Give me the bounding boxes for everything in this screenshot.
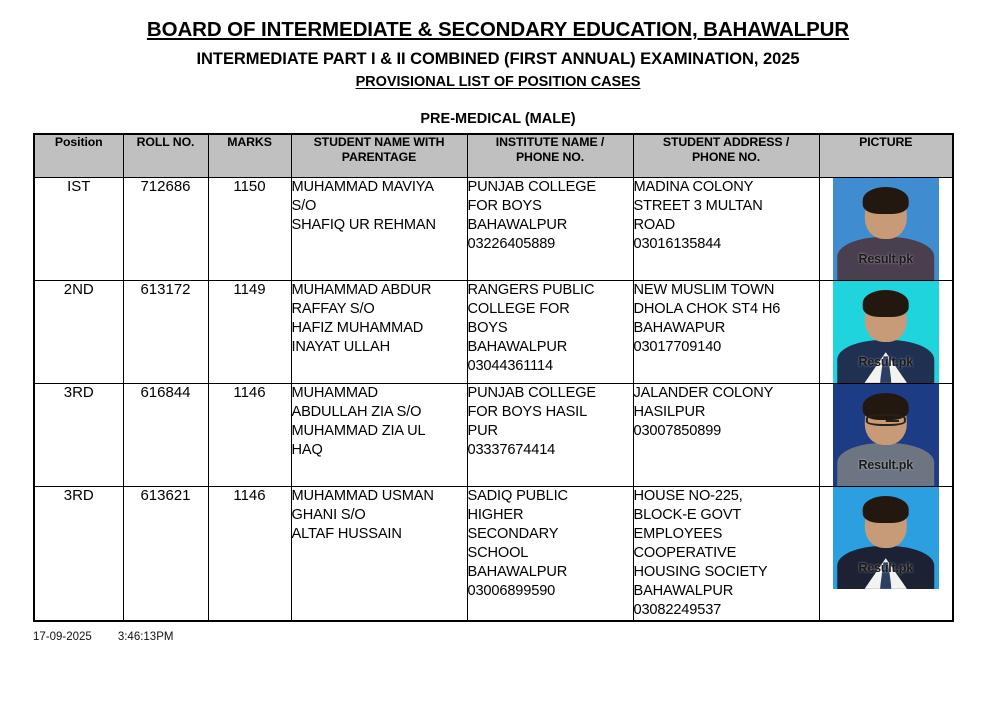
cell-line: 03044361114 — [467, 357, 553, 374]
column-header-institute-line2: PHONE NO. — [515, 150, 585, 165]
column-header-student-name-line2: PARENTAGE — [341, 150, 417, 165]
cell-line: BAHAWALPUR — [467, 563, 568, 580]
cell-line: MUHAMMAD USMAN — [291, 487, 434, 504]
cell-line: BOYS — [467, 319, 508, 336]
photo-watermark: Result.pk — [858, 354, 913, 369]
group-title: PRE-MEDICAL (MALE) — [420, 110, 576, 127]
column-header-picture: PICTURE — [819, 134, 953, 178]
cell-line: MADINA COLONY — [633, 178, 754, 195]
cell-line: SCHOOL — [467, 544, 529, 561]
cell-line: COLLEGE FOR — [467, 300, 570, 317]
cell-picture — [819, 383, 953, 486]
cell-line: ABDULLAH ZIA S/O — [291, 403, 422, 420]
cell-line: MUHAMMAD ZIA UL — [291, 422, 426, 439]
cell-line: 03007850899 — [633, 422, 722, 439]
photo-hair — [862, 187, 909, 214]
cell-line: RANGERS PUBLIC — [467, 281, 595, 298]
cell-line: 03006899590 — [467, 582, 556, 599]
cell-marks: 1146 — [208, 486, 291, 620]
cell-line: PUNJAB COLLEGE — [467, 384, 596, 401]
cell-line: HASILPUR — [633, 403, 706, 420]
cell-line: PUR — [467, 422, 498, 439]
cell-line: 03016135844 — [633, 235, 722, 252]
column-header-institute — [467, 134, 633, 178]
document-header — [0, 0, 996, 92]
cell-line: GHANI S/O — [291, 506, 366, 523]
cell-picture — [819, 486, 953, 620]
column-header-student-name — [291, 134, 467, 178]
cell-line: HAFIZ MUHAMMAD — [291, 319, 424, 336]
photo-watermark: Result.pk — [858, 560, 913, 575]
student-photo — [833, 384, 939, 486]
cell-roll-no: 613172 — [123, 280, 208, 383]
cell-line: BAHAWALPUR — [467, 216, 568, 233]
cell-institute — [467, 383, 633, 486]
cell-line: FOR BOYS HASIL — [467, 403, 588, 420]
cell-institute — [467, 486, 633, 620]
cell-roll-no: 613621 — [123, 486, 208, 620]
table-row — [34, 486, 953, 620]
cell-address — [633, 280, 819, 383]
cell-position: 3RD — [34, 383, 123, 486]
cell-line: 03082249537 — [633, 601, 722, 618]
cell-line: BAHAWAPUR — [633, 319, 726, 336]
page-title: BOARD OF INTERMEDIATE & SECONDARY EDUCATION, BAHAWALPUR — [146, 18, 850, 41]
cell-student-name — [291, 177, 467, 280]
cell-institute — [467, 177, 633, 280]
column-header-address — [633, 134, 819, 178]
column-header-marks: MARKS — [208, 134, 291, 178]
cell-line: BAHAWALPUR — [633, 582, 734, 599]
cell-line: 03337674414 — [467, 441, 556, 458]
cell-line: DHOLA CHOK ST4 H6 — [633, 300, 781, 317]
cell-position: IST — [34, 177, 123, 280]
cell-line: JALANDER COLONY — [633, 384, 774, 401]
cell-student-name — [291, 383, 467, 486]
cell-line: ALTAF HUSSAIN — [291, 525, 402, 542]
cell-student-name — [291, 486, 467, 620]
results-table-container — [33, 133, 952, 622]
photo-hair — [862, 496, 909, 523]
exam-subtitle: INTERMEDIATE PART I & II COMBINED (FIRST ANNUAL) EXAMINATION, 2025 — [196, 49, 800, 68]
cell-position: 2ND — [34, 280, 123, 383]
cell-picture — [819, 280, 953, 383]
photo-watermark: Result.pk — [858, 251, 913, 266]
photo-hair — [862, 290, 909, 317]
column-header-institute-line1: INSTITUTE NAME / — [495, 134, 605, 149]
footer-time: 3:46:13PM — [117, 630, 174, 643]
cell-institute — [467, 280, 633, 383]
document-footer — [33, 631, 996, 643]
photo-watermark: Result.pk — [858, 457, 913, 472]
cell-line: HIGHER — [467, 506, 524, 523]
cell-line: NEW MUSLIM TOWN — [633, 281, 775, 298]
cell-line: HOUSE NO-225, — [633, 487, 743, 504]
cell-line: ROAD — [633, 216, 676, 233]
cell-marks: 1150 — [208, 177, 291, 280]
cell-line: S/O — [291, 197, 317, 214]
glasses-icon — [866, 414, 906, 425]
column-header-roll-no: ROLL NO. — [123, 134, 208, 178]
cell-roll-no: 616844 — [123, 383, 208, 486]
table-header — [34, 134, 953, 178]
cell-line: SECONDARY — [467, 525, 559, 542]
column-header-student-name-line1: STUDENT NAME WITH — [313, 134, 445, 149]
column-header-address-line1: STUDENT ADDRESS / — [662, 134, 790, 149]
cell-address — [633, 383, 819, 486]
position-cases-table — [33, 133, 954, 622]
table-body — [34, 177, 953, 620]
cell-line: INAYAT ULLAH — [291, 338, 390, 355]
cell-address — [633, 177, 819, 280]
cell-line: HOUSING SOCIETY — [633, 563, 768, 580]
list-subtitle: PROVISIONAL LIST OF POSITION CASES — [355, 73, 641, 90]
cell-line: STREET 3 MULTAN — [633, 197, 763, 214]
cell-line: BLOCK-E GOVT — [633, 506, 742, 523]
cell-picture — [819, 177, 953, 280]
student-photo — [833, 281, 939, 383]
cell-line: PUNJAB COLLEGE — [467, 178, 596, 195]
column-header-address-line2: PHONE NO. — [691, 150, 761, 165]
cell-line: MUHAMMAD ABDUR — [291, 281, 432, 298]
table-row — [34, 383, 953, 486]
cell-student-name — [291, 280, 467, 383]
cell-line: BAHAWALPUR — [467, 338, 568, 355]
cell-marks: 1146 — [208, 383, 291, 486]
student-photo — [833, 178, 939, 280]
cell-line: MUHAMMAD MAVIYA — [291, 178, 434, 195]
cell-line: EMPLOYEES — [633, 525, 723, 542]
footer-date: 17-09-2025 — [33, 630, 92, 643]
cell-line: 03017709140 — [633, 338, 722, 355]
cell-address — [633, 486, 819, 620]
column-header-position: Position — [34, 134, 123, 178]
cell-line: 03226405889 — [467, 235, 556, 252]
cell-line: FOR BOYS — [467, 197, 542, 214]
cell-line: RAFFAY S/O — [291, 300, 375, 317]
cell-position: 3RD — [34, 486, 123, 620]
header-row — [34, 134, 953, 178]
cell-line: HAQ — [291, 441, 323, 458]
cell-marks: 1149 — [208, 280, 291, 383]
cell-line: MUHAMMAD — [291, 384, 378, 401]
cell-line: SADIQ PUBLIC — [467, 487, 568, 504]
cell-roll-no: 712686 — [123, 177, 208, 280]
table-row — [34, 177, 953, 280]
cell-line: SHAFIQ UR REHMAN — [291, 216, 436, 233]
table-row — [34, 280, 953, 383]
student-photo — [833, 487, 939, 589]
cell-line: COOPERATIVE — [633, 544, 737, 561]
